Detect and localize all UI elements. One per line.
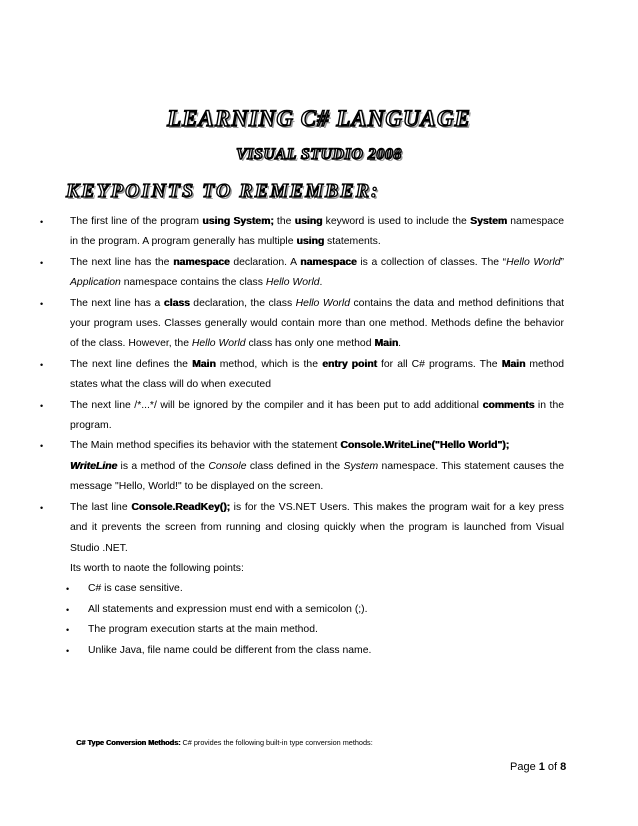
bold-term: C# Type Conversion Methods:: [76, 738, 181, 747]
item-text: for all C# programs. The: [376, 358, 502, 370]
item-text: class defined in the: [246, 460, 344, 472]
list-item: [38, 253, 564, 294]
item-text: The first line of the program: [70, 216, 203, 227]
bold-term: using System;: [202, 216, 274, 227]
sub-item-text: All statements and expression must end with a semicolon (;).: [88, 603, 368, 615]
list-item: [38, 212, 564, 253]
italic-term: Application: [70, 277, 121, 289]
page-current: 1: [538, 761, 545, 773]
list-item: [38, 436, 564, 497]
sub-list-item: [66, 600, 564, 620]
sub-list-item: [66, 620, 564, 640]
item-text: statements.: [324, 236, 381, 248]
bullet-icon: •: [40, 502, 44, 513]
item-text: .: [398, 338, 401, 350]
bold-term: using: [294, 216, 323, 227]
bullet-icon: •: [66, 604, 70, 615]
italic-term: Hello World: [506, 256, 561, 268]
bold-term: Main: [192, 358, 216, 370]
item-text: The last line: [70, 501, 132, 513]
page-number: [510, 761, 566, 773]
item-text: namespace. This statement causes the message "Hello, World!" to be displayed on the screen.: [70, 460, 564, 493]
bullet-icon: •: [66, 645, 70, 656]
list-item: [38, 498, 564, 559]
page-of: of: [544, 761, 561, 773]
italic-term: Hello World: [265, 277, 320, 289]
list-item: [38, 294, 564, 355]
item-text: ”: [560, 256, 565, 268]
page-prefix: Page: [510, 761, 539, 773]
italic-term: Hello World: [191, 338, 246, 350]
item-text: declaration. A: [229, 256, 301, 268]
item-text: The next line /*...*/ will be ignored by the compiler and it has been put to add additional: [70, 399, 483, 411]
keypoints-list: [38, 212, 564, 661]
document-title: LEARNING C# LANGUAGE: [167, 106, 471, 131]
bold-term: using: [296, 236, 325, 248]
bold-term: WriteLine: [70, 460, 118, 472]
page-total: 8: [560, 761, 567, 773]
italic-term: Hello World: [295, 297, 350, 309]
list-item: [38, 355, 564, 396]
item-text: method states what the class will do when executed: [70, 358, 565, 391]
bold-term: Main: [501, 358, 526, 370]
bold-term: Console.WriteLine("Hello World");: [340, 440, 510, 452]
list-item: [38, 396, 564, 437]
bullet-icon: •: [40, 441, 44, 452]
bold-term: Main: [374, 338, 399, 350]
conversion-methods-note: [76, 738, 373, 747]
item-text: namespace contains the class: [120, 277, 266, 289]
bullet-icon: •: [66, 584, 70, 595]
bold-term: Console.ReadKey();: [131, 501, 230, 513]
bullet-icon: •: [40, 400, 44, 411]
document-subtitle: VISUAL STUDIO 2008: [236, 146, 402, 163]
worth-note: Its worth to naote the following points:: [70, 562, 244, 574]
sub-list-item: [66, 579, 564, 599]
item-text: in the program.: [70, 399, 564, 432]
item-text: method, which is the: [215, 358, 323, 370]
italic-term: System: [343, 460, 379, 472]
section-heading: KEYPOINTS TO REMEMBER:: [66, 180, 380, 202]
bullet-icon: •: [40, 257, 44, 268]
bold-term: comments: [482, 399, 535, 411]
item-text: .: [319, 277, 323, 289]
bold-term: namespace: [173, 256, 230, 268]
item-text: declaration, the class: [189, 297, 296, 309]
item-text: is a method of the: [117, 460, 209, 472]
item-text: contains the data and method definitions that your program uses. Classes generally would contain more than one method. Methods define the behavior of the class. However, the: [70, 297, 564, 350]
note-text: C# provides the following built-in type conversion methods:: [180, 738, 373, 747]
item-text: The next line has a: [70, 297, 164, 309]
bold-term: entry point: [322, 358, 377, 370]
item-text: The next line has the: [70, 256, 174, 268]
item-text: the: [273, 216, 295, 227]
bold-term: class: [163, 297, 190, 309]
item-text: class has only one method: [245, 338, 375, 350]
item-text: is for the VS.NET Users. This makes the program wait for a key press and it prevents the screen from running and closing quickly when the program is launched from Visual Studio .NET.: [70, 501, 564, 554]
sub-list-item: [66, 641, 564, 661]
bullet-icon: •: [40, 217, 44, 227]
sub-item-text: Unlike Java, file name could be different from the class name.: [88, 644, 372, 656]
item-text: is a collection of classes. The “: [356, 256, 507, 268]
italic-term: Console: [208, 460, 247, 472]
bullet-icon: •: [66, 625, 70, 636]
sub-item-text: The program execution starts at the main method.: [88, 624, 318, 636]
bullet-icon: •: [40, 359, 44, 370]
bold-term: System: [470, 216, 507, 227]
item-text: namespace in the program. A program generally has multiple: [70, 216, 564, 248]
sub-item-text: C# is case sensitive.: [88, 583, 183, 595]
item-text: The Main method specifies its behavior with the statement: [70, 440, 341, 452]
item-text: keyword is used to include the: [322, 216, 471, 227]
bold-term: namespace: [300, 256, 357, 268]
item-text: The next line defines the: [70, 358, 192, 370]
bullet-icon: •: [40, 298, 44, 309]
